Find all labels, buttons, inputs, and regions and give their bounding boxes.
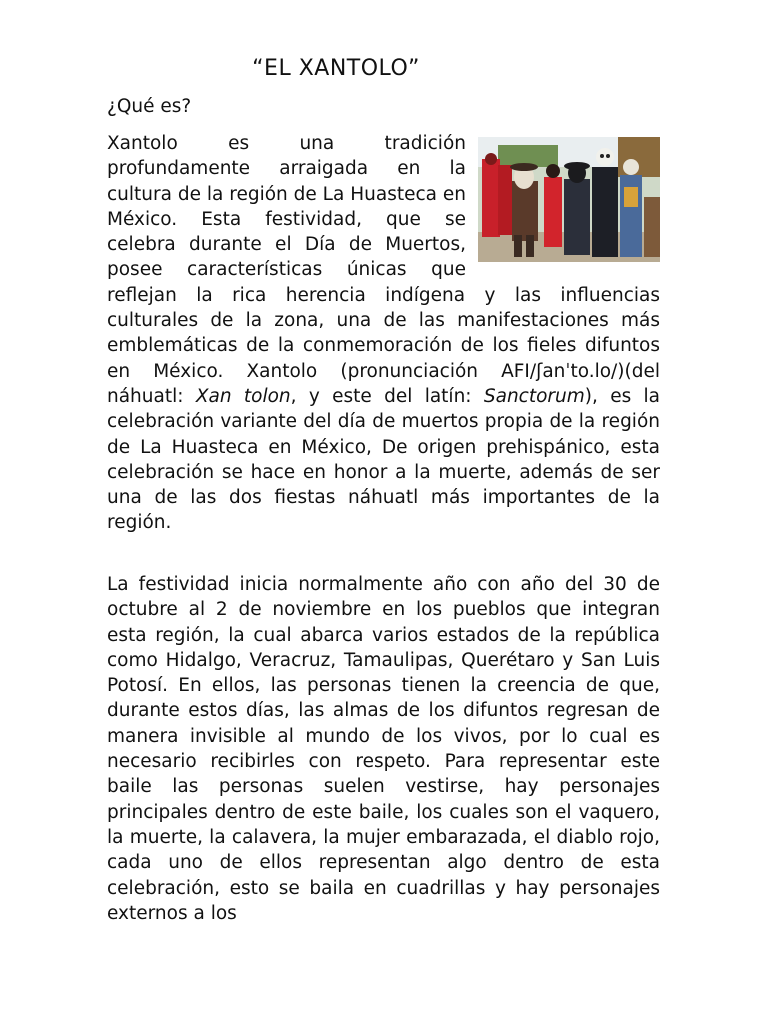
- photo-illustration: [478, 137, 660, 262]
- intro-term-sanctorum: Sanctorum: [483, 385, 585, 407]
- intro-term-xantolon: Xan tolon: [195, 385, 291, 407]
- paragraph-festival: La festividad inicia normalmente año con año del 30 de octubre al 2 de noviembre en los pueblos que integran esta región, la cual abarca varios estados de la república como Hidalgo, Veracruz, Tamaulipas, Querétaro y San Luis Potosí. En ellos, las personas tienen la creencia de que, durante estos días, las almas de los difuntos regresan de manera invisible al mundo de los vivos, por lo cual es necesario recibirles con respeto. Para representar este baile las personas suelen vestirse, hay personajes principales dentro de este baile, los cuales son el vaquero, la muerte, la calavera, la mujer embarazada, el diablo rojo, cada uno de ellos representan algo dentro de esta celebración, esto se baila en cuadrillas y hay personajes externos a los: [107, 574, 660, 924]
- intro-text-2: , y este del latín:: [290, 385, 484, 407]
- intro-text-3: ), es la celebración variante del día de muertos propia de la región de La Huasteca en México, De origen prehispánico, esta celebración se hace en honor a la muerte, además de ser una de las dos fiestas náhuatl más importantes de la región.: [107, 385, 661, 534]
- document-title: “EL XANTOLO”: [252, 56, 420, 81]
- paragraph-intro: [107, 131, 660, 536]
- xantolo-dancers-photo: [478, 137, 660, 262]
- intro-text-1: Xantolo es una tradición profundamente arraigada en la cultura de la región de La Huasteca en México. Esta festividad, que se celebra durante el Día de Muertos, posee características únicas que reflejan la rica herencia indígena y las influencias culturales de la zona, una de las manifestaciones más emblemáticas de la conmemoración de los fieles difuntos en México. Xantolo (pronunciación AFI/ʃanˈto.lo/)(del náhuatl:: [107, 133, 660, 407]
- section-heading: ¿Qué es?: [107, 96, 192, 117]
